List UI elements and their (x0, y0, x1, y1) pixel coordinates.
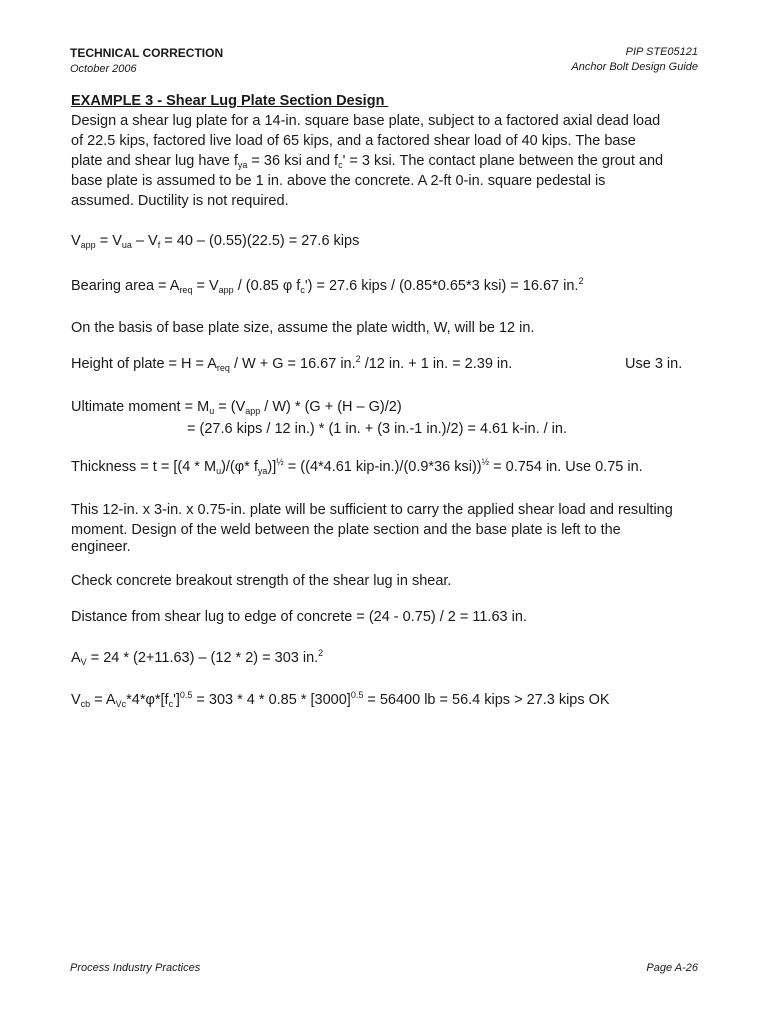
equation-plate-height: Height of plate = $H = A_{req} / W + G = 16.67$ in.$^2$ /12 in. + 1 in. = 2.39 in. (71, 354, 513, 373)
edge-distance-line: Distance from shear lug to edge of concrete = (24 - 0.75) / 2 = 11.63 in. (71, 609, 527, 625)
equation-bearing-area: Bearing area = $A_{req} = V_{app} / (0.85$ φ $f_c') = 27.6$ kips / (0.85*0.65*3 ksi) = 16.67 in.$^2$ (71, 276, 584, 295)
equation-ultimate-moment-line-2: = (27.6 kips / 12 in.) * (1 in. + (3 in.-1 in.)/2) = 4.61 k-in. / in. (187, 421, 567, 437)
footer-publisher: Process Industry Practices (70, 962, 201, 974)
header-doc-code: PIP STE05121 (625, 46, 698, 58)
intro-line-3: plate and shear lug have $f_{ya} = 36$ ksi and $f_c' = 3$ ksi. The contact plane between the grout and (71, 153, 664, 170)
example-title: EXAMPLE 3 - Shear Lug Plate Section Design (71, 93, 389, 109)
equation-ultimate-moment: Ultimate moment = $M_u = (V_{app} / W) * (G + (H - G)/2)$ (71, 399, 402, 416)
intro-paragraph (71, 111, 707, 211)
intro-line-5: assumed. Ductility is not required. (71, 193, 289, 209)
intro-line-1: Design a shear lug plate for a 14-in. square base plate, subject to a factored axial dead load (71, 113, 661, 129)
plate-sufficiency-paragraph: This 12-in. x 3-in. x 0.75-in. plate will be sufficient to carry the applied shear load and resulting moment. Design of the weld between the plate section and the base plate is left to the engineer. (71, 502, 673, 555)
plate-width-line: On the basis of base plate size, assume the plate width, W, will be 12 in. (71, 320, 535, 336)
equation-thickness: Thickness = $t = [(4 * M_u)/(\varphi*$ $f_{ya})]^{\frac{1}{2}} = ((4*4.61$ kip-in.)/(0.9*36 ksi))$^{\frac{1}{2}}$ = 0.754 in. Use 0.75 in. (71, 457, 643, 476)
equation-vapp: $V_{app} = V_{ua} - V_f = 40 - (0.55)(22.5) = 27.6$ kips (71, 233, 360, 250)
header-doc-name: Anchor Bolt Design Guide (571, 61, 698, 73)
equation-av: $A_V = 24 * (2+11.63) - (12 * 2) = 303$ in.$^2$ (71, 648, 324, 667)
header-date: October 2006 (70, 63, 137, 75)
header-doc-type: TECHNICAL CORRECTION (70, 46, 224, 60)
equation-vcb: $V_{cb} = A_{Vc}*4*\varphi*[f_c']^{0.5} = 303 * 4 * 0.85 * [3000]^{0.5} = 56400$ lb = 56.4 kips > 27.3 kips OK (71, 690, 610, 709)
plate-height-use: Use 3 in. (625, 356, 683, 372)
footer-page-number: Page A-26 (646, 962, 698, 974)
breakout-check-line: Check concrete breakout strength of the shear lug in shear. (71, 573, 452, 589)
intro-line-2: of 22.5 kips, factored live load of 65 kips, and a factored shear load of 40 kips. The base (71, 133, 636, 149)
intro-line-4: base plate is assumed to be 1 in. above the concrete. A 2-ft 0-in. square pedestal is (71, 173, 606, 189)
